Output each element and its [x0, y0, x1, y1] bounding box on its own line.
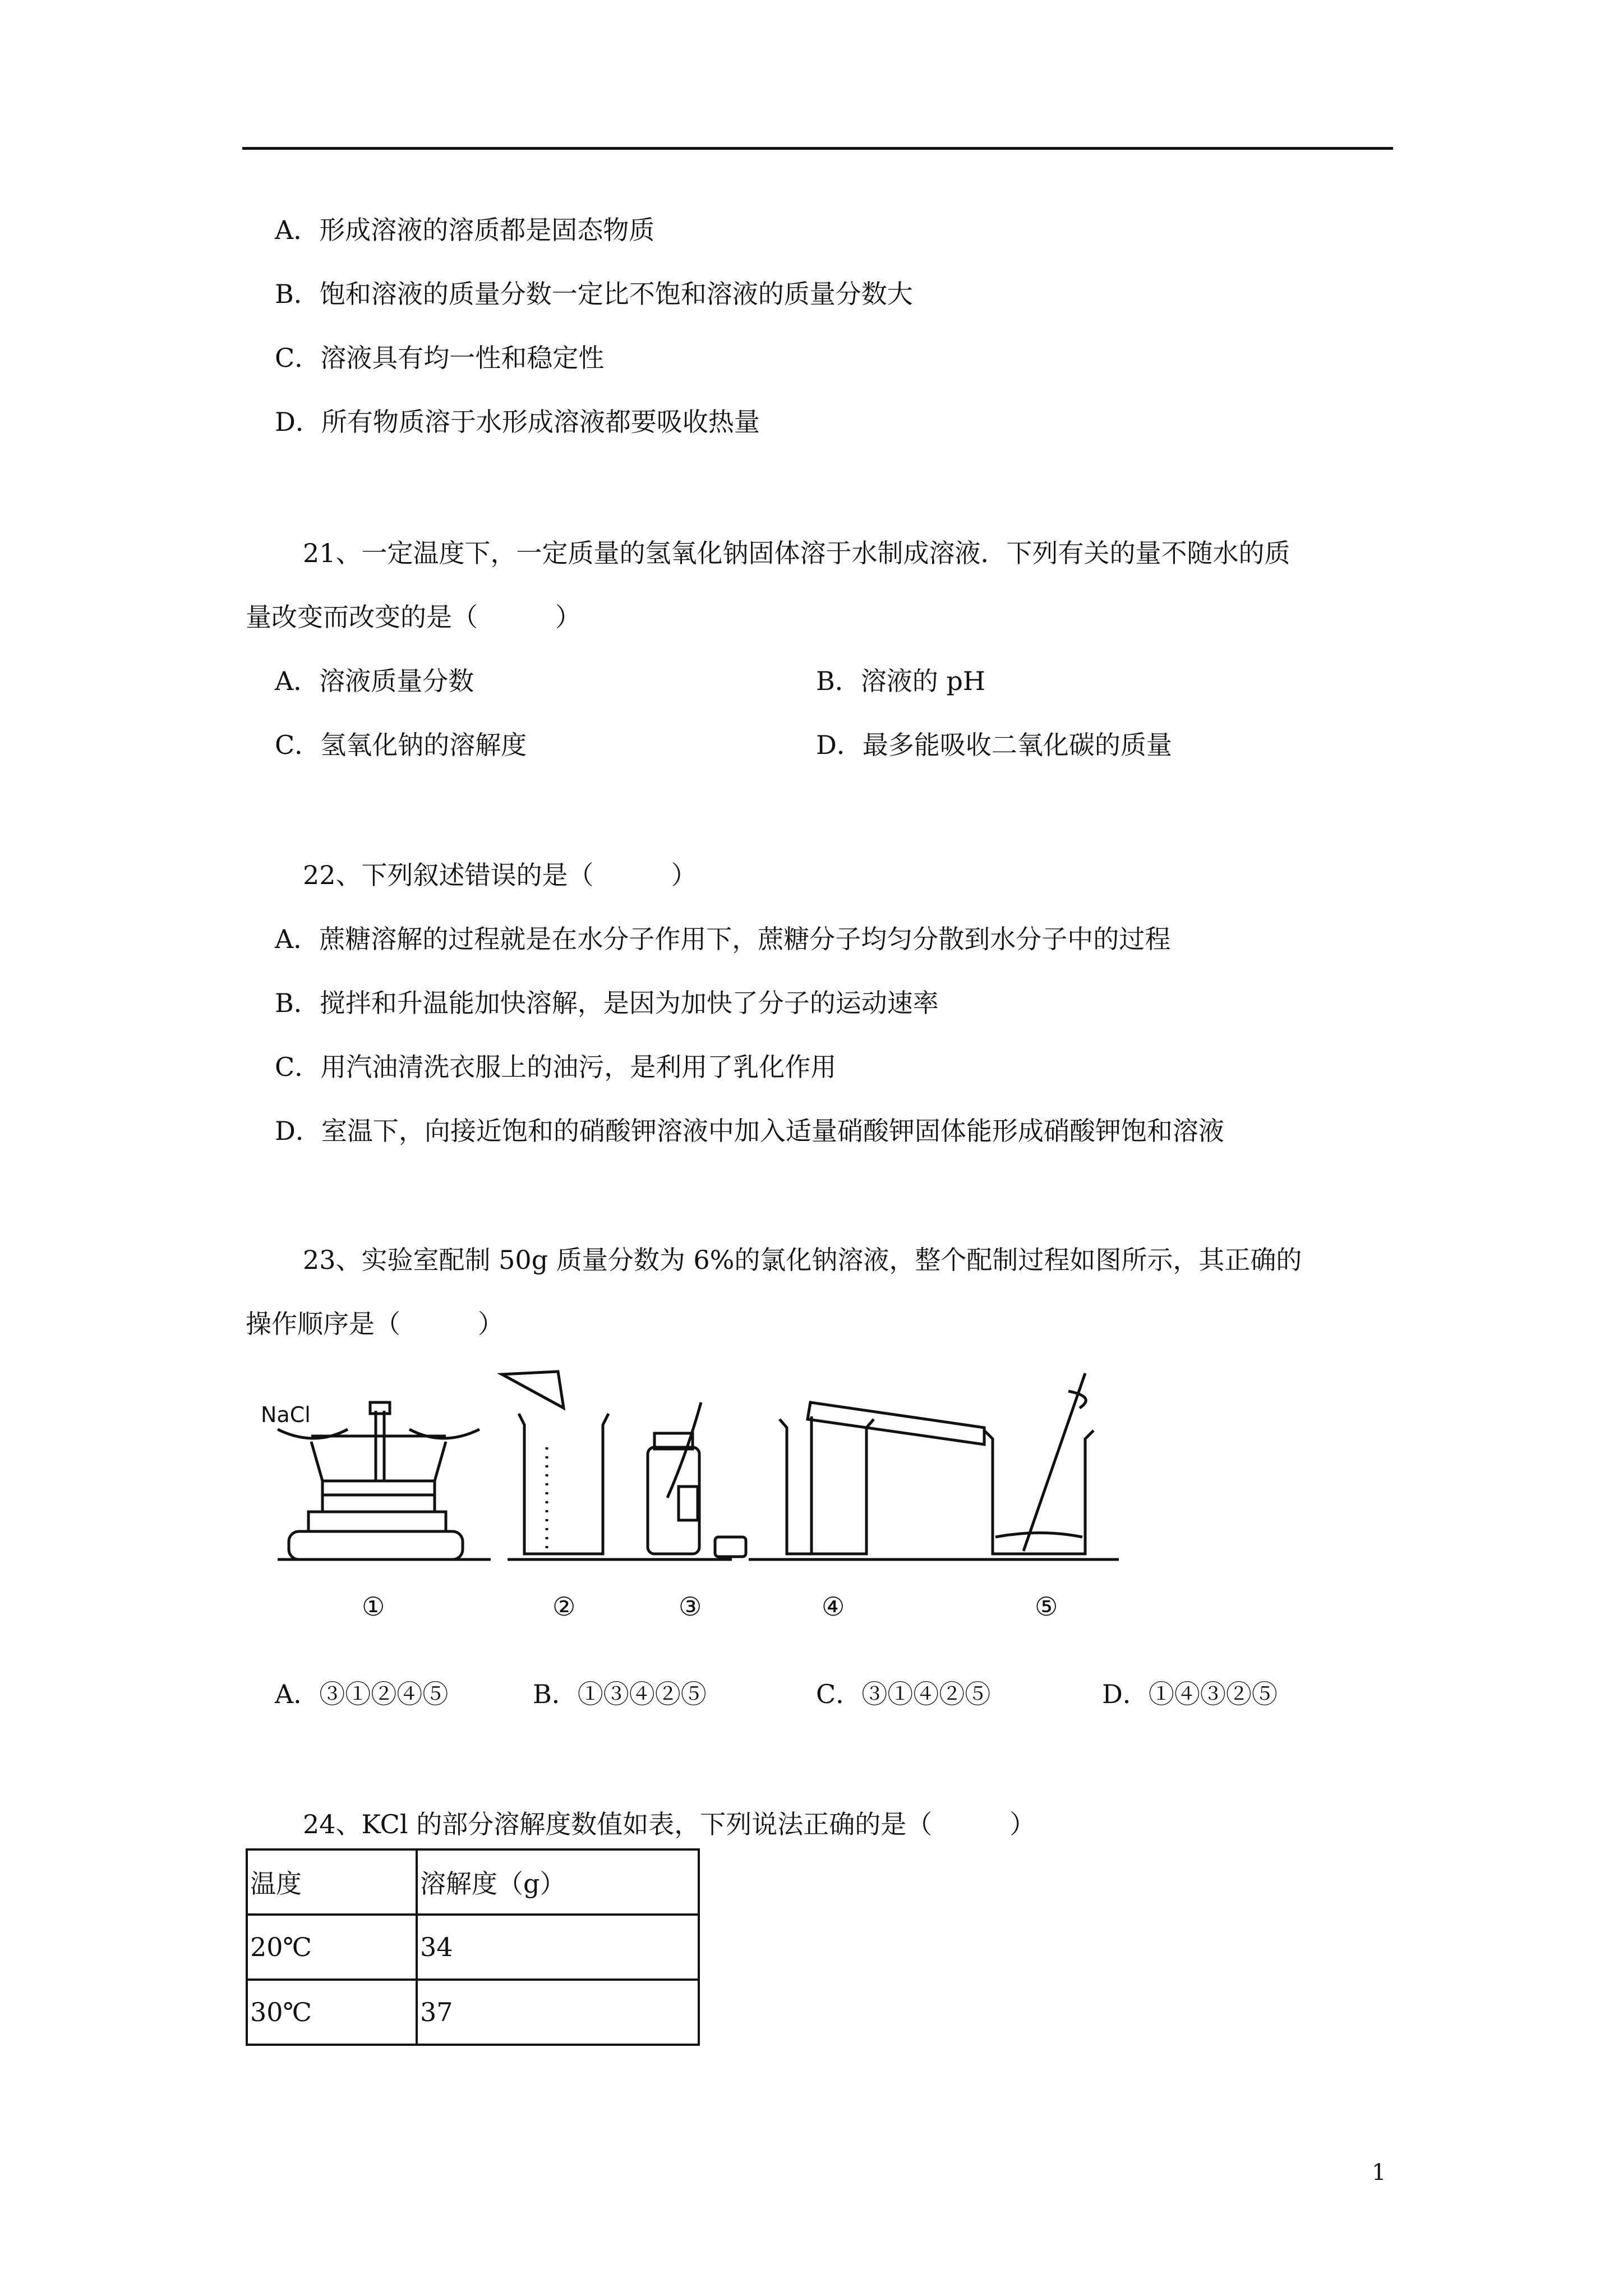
table-header-row — [247, 1849, 699, 1915]
figure-label-4: ④ — [822, 1591, 845, 1622]
q20-option-a: A．形成溶液的溶质都是固态物质 — [275, 215, 655, 245]
q24-stem: 24、KCl 的部分溶解度数值如表，下列说法正确的是（ ） — [303, 1809, 1036, 1839]
q21-option-c: C．氢氧化钠的溶解度 — [275, 730, 527, 760]
table-cell: 37 — [417, 1980, 699, 2045]
header-temperature: 温度 — [247, 1849, 417, 1915]
q23-option-a: A．③①②④⑤ — [275, 1679, 449, 1709]
q22-option-c: C．用汽油清洗衣服上的油污，是利用了乳化作用 — [275, 1052, 837, 1082]
q23-stem-line1: 23、实验室配制 50g 质量分数为 6%的氯化钠溶液，整个配制过程如图所示，其正确的 — [303, 1245, 1302, 1275]
beaker-pour-icon — [502, 1372, 608, 1554]
table-row — [247, 1915, 699, 1980]
q21-stem-line1: 21、一定温度下，一定质量的氢氧化钠固体溶于水制成溶液．下列有关的量不随水的质 — [303, 538, 1290, 568]
table-cell: 34 — [417, 1915, 699, 1980]
table-cell: 30℃ — [247, 1980, 417, 2045]
q20-option-c: C．溶液具有均一性和稳定性 — [275, 343, 605, 373]
q21-stem-line2: 量改变而改变的是（ ） — [246, 602, 581, 632]
page-number: 1 — [1372, 2160, 1386, 2185]
reagent-bottle-icon — [648, 1402, 746, 1557]
table-cell: 20℃ — [247, 1915, 417, 1980]
cylinder-pour-icon — [780, 1402, 984, 1554]
q23-option-b: B．①③④②⑤ — [533, 1679, 707, 1709]
q23-option-d: D．①④③②⑤ — [1102, 1679, 1278, 1709]
header-solubility: 溶解度（g） — [417, 1849, 699, 1915]
q23-stem-line2: 操作顺序是（ ） — [246, 1309, 504, 1339]
figure-label-3: ③ — [679, 1591, 702, 1622]
table-row — [247, 1980, 699, 2045]
q22-option-d: D．室温下，向接近饱和的硝酸钾溶液中加入适量硝酸钾固体能形成硝酸钾饱和溶液 — [275, 1116, 1224, 1146]
q22-option-a: A．蔗糖溶解的过程就是在水分子作用下，蔗糖分子均匀分散到水分子中的过程 — [275, 924, 1171, 954]
q21-option-d: D．最多能吸收二氧化碳的质量 — [816, 730, 1172, 760]
q20-option-d: D．所有物质溶于水形成溶液都要吸收热量 — [275, 407, 760, 437]
header-rule — [242, 147, 1393, 150]
figure-label-5: ⑤ — [1035, 1591, 1058, 1622]
q21-option-b: B．溶液的 pH — [816, 666, 985, 696]
q21-option-a: A．溶液质量分数 — [275, 666, 474, 696]
q22-option-b: B．搅拌和升温能加快溶解，是因为加快了分子的运动速率 — [275, 988, 939, 1018]
q22-stem: 22、下列叙述错误的是（ ） — [303, 860, 697, 890]
solubility-table — [246, 1848, 700, 2046]
q23-option-c: C．③①④②⑤ — [816, 1679, 991, 1709]
lab-procedure-figure — [255, 1369, 1130, 1632]
nacl-label: NaCl — [261, 1402, 311, 1427]
q20-option-b: B．饱和溶液的质量分数一定比不饱和溶液的质量分数大 — [275, 279, 913, 309]
stirring-beaker-icon — [984, 1373, 1094, 1554]
figure-label-2: ② — [552, 1591, 576, 1622]
figure-label-1: ① — [362, 1591, 385, 1622]
